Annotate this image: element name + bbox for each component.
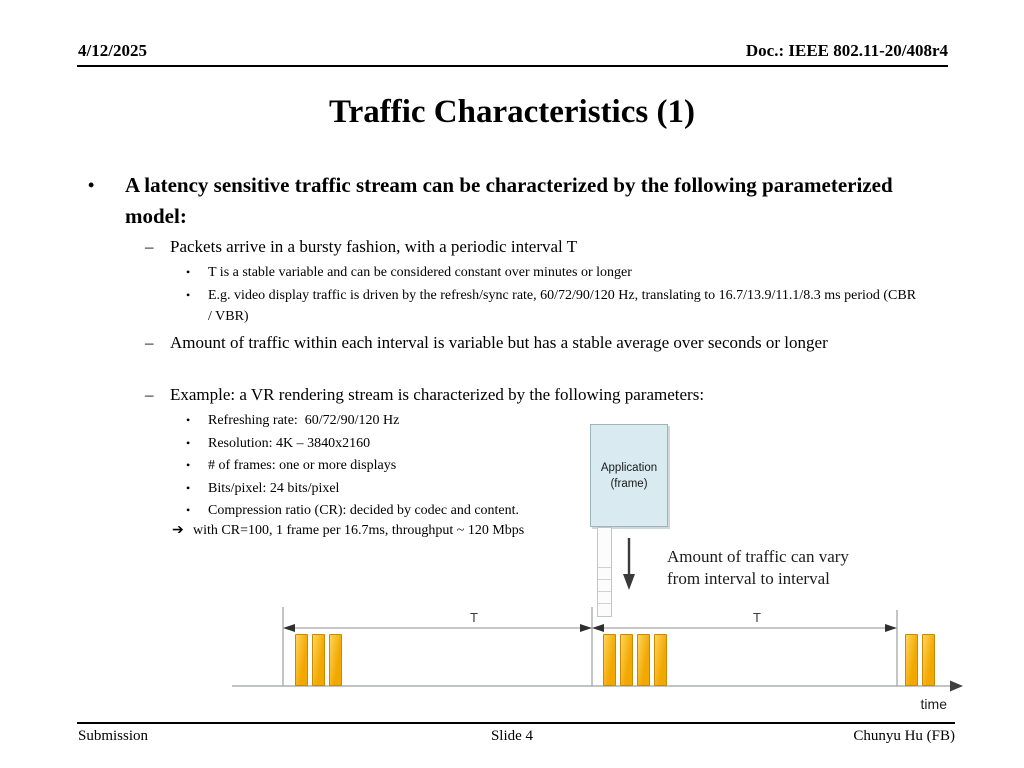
application-frame-label-line1: Application — [600, 461, 658, 474]
bullet-icon: • — [186, 436, 191, 450]
burst-group-1 — [295, 633, 342, 686]
param-refresh-rate — [186, 410, 918, 431]
header-divider — [77, 65, 948, 67]
param-compression-text: Compression ratio (CR): decided by codec and content. — [208, 503, 520, 518]
bullet-t-stable-text: T is a stable variable and can be considered constant over minutes or longer — [208, 265, 632, 280]
bullet-packets-text: Packets arrive in a bursty fashion, with a periodic interval T — [170, 237, 578, 256]
annotation-line2: from interval to interval — [667, 569, 830, 588]
traffic-burst-bar — [637, 634, 650, 686]
bullet-icon: • — [186, 413, 191, 427]
bullet-main-text: A latency sensitive traffic stream can be characterized by the following parameterized model: — [125, 173, 898, 228]
bullet-icon: • — [186, 503, 191, 517]
dash-icon: – — [145, 385, 154, 404]
bullet-amount-text: Amount of traffic within each interval is variable but has a stable average over seconds or longer — [170, 333, 828, 352]
interval-T-label: T — [753, 610, 761, 625]
bullet-vr-example — [145, 382, 905, 407]
traffic-vary-annotation — [667, 546, 849, 590]
param-num-frames-text: # of frames: one or more displays — [208, 458, 397, 473]
traffic-burst-bar — [329, 634, 342, 686]
footer-slide-number: Slide 4 — [490, 728, 534, 744]
bullet-icon: • — [186, 265, 191, 279]
footer-divider — [77, 722, 955, 724]
traffic-burst-bar — [603, 634, 616, 686]
traffic-burst-bar — [905, 634, 918, 686]
bullet-icon: • — [88, 175, 95, 195]
traffic-burst-bar — [922, 634, 935, 686]
arrow-right-icon: ➔ — [172, 523, 184, 538]
traffic-burst-bar — [312, 634, 325, 686]
dash-icon: – — [145, 333, 154, 352]
footer-submission: Submission — [78, 728, 149, 744]
bullet-video-example — [186, 285, 918, 327]
footer-author: Chunyu Hu (FB) — [853, 728, 955, 744]
bullet-vr-example-text: Example: a VR rendering stream is characterized by the following parameters: — [170, 385, 705, 404]
conclusion-throughput — [172, 521, 952, 540]
burst-group-3 — [905, 633, 935, 686]
bullet-packets — [145, 234, 905, 259]
bullet-main — [88, 170, 900, 232]
header-date: 4/12/2025 — [78, 41, 147, 60]
bullet-video-example-text: E.g. video display traffic is driven by the refresh/sync rate, 60/72/90/120 Hz, translating to 16.7/13.9/11.1/8.3 ms period (CBR / VBR) — [208, 288, 920, 324]
application-frame-box — [590, 424, 668, 527]
param-compression — [186, 500, 918, 521]
bullet-t-stable — [186, 262, 918, 283]
burst-group-2 — [603, 633, 667, 686]
dimension-arrowhead-icon — [885, 624, 897, 632]
bullet-icon: • — [186, 458, 191, 472]
time-axis-arrow-icon — [950, 681, 963, 692]
header-doc-number: Doc.: IEEE 802.11-20/408r4 — [745, 41, 948, 60]
bullet-icon: • — [186, 481, 191, 495]
page-title: Traffic Characteristics (1) — [329, 94, 695, 130]
time-axis-label: time — [920, 696, 947, 712]
interval-T-label: T — [470, 610, 478, 625]
annotation-line1: Amount of traffic can vary — [667, 547, 849, 566]
traffic-burst-bar — [620, 634, 633, 686]
conclusion-throughput-text: with CR=100, 1 frame per 16.7ms, throughput ~ 120 Mbps — [193, 523, 525, 538]
dimension-arrowhead-icon — [592, 624, 604, 632]
param-bits-pixel-text: Bits/pixel: 24 bits/pixel — [208, 481, 340, 496]
traffic-burst-bar — [654, 634, 667, 686]
param-refresh-rate-text: Refreshing rate: 60/72/90/120 Hz — [208, 413, 400, 428]
dimension-arrowhead-icon — [580, 624, 592, 632]
bullet-amount — [145, 330, 905, 355]
param-resolution-text: Resolution: 4K – 3840x2160 — [208, 436, 371, 451]
dash-icon: – — [145, 237, 154, 256]
down-arrow-icon — [610, 530, 650, 596]
bullet-icon: • — [186, 288, 191, 302]
param-bits-pixel — [186, 478, 918, 499]
param-num-frames — [186, 455, 918, 476]
application-frame-label-line2: (frame) — [610, 477, 648, 490]
traffic-burst-bar — [295, 634, 308, 686]
dimension-arrowhead-icon — [283, 624, 295, 632]
param-resolution — [186, 433, 918, 454]
